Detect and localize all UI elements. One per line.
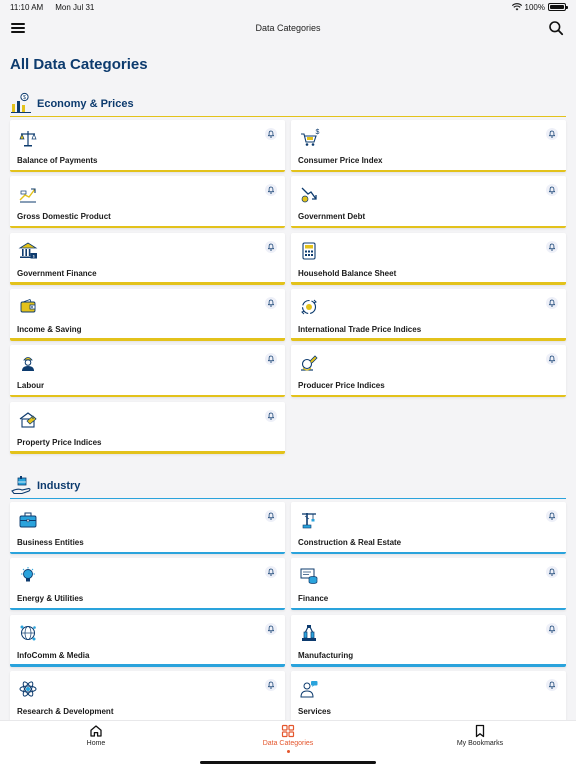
category-card-energy-and-utilities[interactable] (10, 558, 285, 610)
tab-my-bookmarks-label: My Bookmarks (456, 740, 504, 747)
category-card-government-debt[interactable] (291, 176, 566, 228)
svg-text:$: $ (23, 95, 26, 101)
category-label: Gross Domestic Product (17, 212, 111, 222)
bell-icon[interactable] (265, 510, 277, 522)
bell-icon[interactable] (265, 566, 277, 578)
gdp-chart-icon (18, 184, 38, 204)
category-card-household-balance-sheet[interactable] (291, 233, 566, 285)
card-accent-bar (10, 552, 285, 555)
tab-home[interactable] (46, 724, 146, 756)
section-title: Industry (37, 480, 81, 492)
bar-chart-dollar-icon (10, 92, 32, 114)
robot-arm-icon (299, 623, 319, 643)
category-label: Manufacturing (298, 650, 354, 660)
category-card-construction-and-real-estate[interactable] (291, 502, 566, 554)
card-accent-bar (10, 608, 285, 611)
category-label: Finance (298, 594, 329, 604)
category-card-services[interactable] (291, 671, 566, 723)
category-card-gross-domestic-product[interactable] (10, 176, 285, 228)
category-card-labour[interactable] (10, 345, 285, 397)
category-label: International Trade Price Indices (298, 324, 422, 334)
card-accent-bar (291, 395, 566, 398)
category-label: Government Debt (298, 212, 366, 222)
home-icon (89, 724, 103, 738)
category-card-manufacturing[interactable] (291, 615, 566, 667)
calculator-icon (299, 241, 319, 261)
category-label: Property Price Indices (17, 437, 102, 447)
industry-hand-icon (10, 474, 32, 496)
section-header-industry (10, 472, 566, 496)
service-person-icon (299, 679, 319, 699)
category-card-property-price-indices[interactable] (10, 402, 285, 454)
worker-icon (18, 353, 38, 373)
card-accent-bar (10, 451, 285, 454)
bell-icon[interactable] (546, 510, 558, 522)
bell-icon[interactable] (265, 679, 277, 691)
tab-data-categories-label: Data Categories (262, 740, 314, 747)
category-card-research-and-development[interactable] (10, 671, 285, 723)
category-label: Business Entities (17, 538, 84, 547)
bell-icon[interactable] (546, 353, 558, 365)
card-accent-bar (291, 552, 566, 555)
svg-text:$: $ (32, 253, 35, 258)
card-accent-bar (10, 395, 285, 398)
bell-icon[interactable] (546, 184, 558, 196)
category-card-infocomm-and-media[interactable] (10, 615, 285, 667)
card-accent-bar (10, 338, 285, 341)
category-label: Labour (17, 381, 45, 391)
crane-icon (299, 510, 319, 530)
category-label: Energy & Utilities (17, 594, 84, 604)
briefcase-icon (18, 510, 38, 530)
category-label: Consumer Price Index (298, 156, 383, 165)
battery-percent: 100% (524, 2, 545, 12)
category-card-finance[interactable] (291, 558, 566, 610)
bell-icon[interactable] (265, 297, 277, 309)
category-label: Income & Saving (17, 324, 82, 334)
category-label: Household Balance Sheet (298, 268, 397, 278)
factory-price-icon (299, 353, 319, 373)
category-card-producer-price-indices[interactable] (291, 345, 566, 397)
card-accent-bar (291, 664, 566, 667)
section-rule (10, 116, 566, 118)
category-label: Government Finance (17, 268, 97, 278)
bookmark-icon (473, 724, 487, 738)
category-label: Research & Development (17, 706, 114, 716)
tab-data-categories[interactable] (238, 724, 338, 756)
card-accent-bar (291, 282, 566, 285)
battery-icon (548, 3, 566, 11)
home-indicator (200, 761, 376, 764)
bell-icon[interactable] (265, 128, 277, 140)
category-label: Services (298, 706, 331, 716)
bell-icon[interactable] (265, 241, 277, 253)
debt-down-icon (299, 184, 319, 204)
nav-title: Data Categories (255, 23, 321, 33)
card-accent-bar (10, 170, 285, 173)
tab-home-label: Home (86, 740, 106, 747)
section-header-economy-and-prices (10, 90, 566, 114)
category-label: Balance of Payments (17, 156, 98, 165)
bell-icon[interactable] (546, 623, 558, 635)
category-card-government-finance[interactable] (10, 233, 285, 285)
government-building-icon (18, 241, 38, 261)
shopping-cart-dollar-icon (299, 128, 319, 148)
bell-icon[interactable] (546, 128, 558, 140)
wifi-icon (512, 3, 522, 11)
menu-icon[interactable] (11, 21, 25, 35)
status-date: Mon Jul 31 (55, 2, 95, 12)
section-title: Economy & Prices (37, 98, 134, 110)
tab-my-bookmarks[interactable] (430, 724, 530, 756)
svg-text:$: $ (315, 129, 320, 136)
status-bar (0, 0, 576, 14)
bell-icon[interactable] (265, 410, 277, 422)
bell-icon[interactable] (546, 241, 558, 253)
bell-icon[interactable] (265, 353, 277, 365)
card-accent-bar (291, 170, 566, 173)
category-label: Producer Price Indices (298, 381, 385, 391)
atom-icon (18, 679, 38, 699)
bell-icon[interactable] (265, 184, 277, 196)
network-globe-icon (18, 623, 38, 643)
grid-icon (281, 724, 295, 738)
card-accent-bar (291, 338, 566, 341)
bell-icon[interactable] (546, 566, 558, 578)
wallet-icon (18, 297, 38, 317)
category-label: Construction & Real Estate (298, 538, 402, 547)
category-label: InfoComm & Media (17, 650, 90, 660)
card-accent-bar (10, 664, 285, 667)
house-price-icon (18, 410, 38, 430)
scales-icon (18, 128, 38, 148)
search-icon[interactable] (548, 20, 564, 36)
category-card-balance-of-payments[interactable] (10, 120, 285, 172)
card-accent-bar (10, 282, 285, 285)
category-card-international-trade-price-indices[interactable] (291, 289, 566, 341)
bell-icon[interactable] (546, 679, 558, 691)
card-accent-bar (10, 226, 285, 229)
finance-coins-icon (299, 566, 319, 586)
content-scroll[interactable] (0, 42, 576, 720)
nav-bar (0, 14, 576, 42)
lightbulb-icon (18, 566, 38, 586)
category-card-consumer-price-index[interactable] (291, 120, 566, 172)
category-card-business-entities[interactable] (10, 502, 285, 554)
card-accent-bar (291, 608, 566, 611)
page-title: All Data Categories (10, 56, 148, 73)
trade-cycle-icon (299, 297, 319, 317)
bell-icon[interactable] (546, 297, 558, 309)
tab-bar (0, 720, 576, 768)
card-accent-bar (291, 226, 566, 229)
status-time: 11:10 AM (10, 2, 44, 12)
active-tab-dot (287, 750, 290, 753)
section-rule (10, 498, 566, 500)
category-card-income-and-saving[interactable] (10, 289, 285, 341)
bell-icon[interactable] (265, 623, 277, 635)
